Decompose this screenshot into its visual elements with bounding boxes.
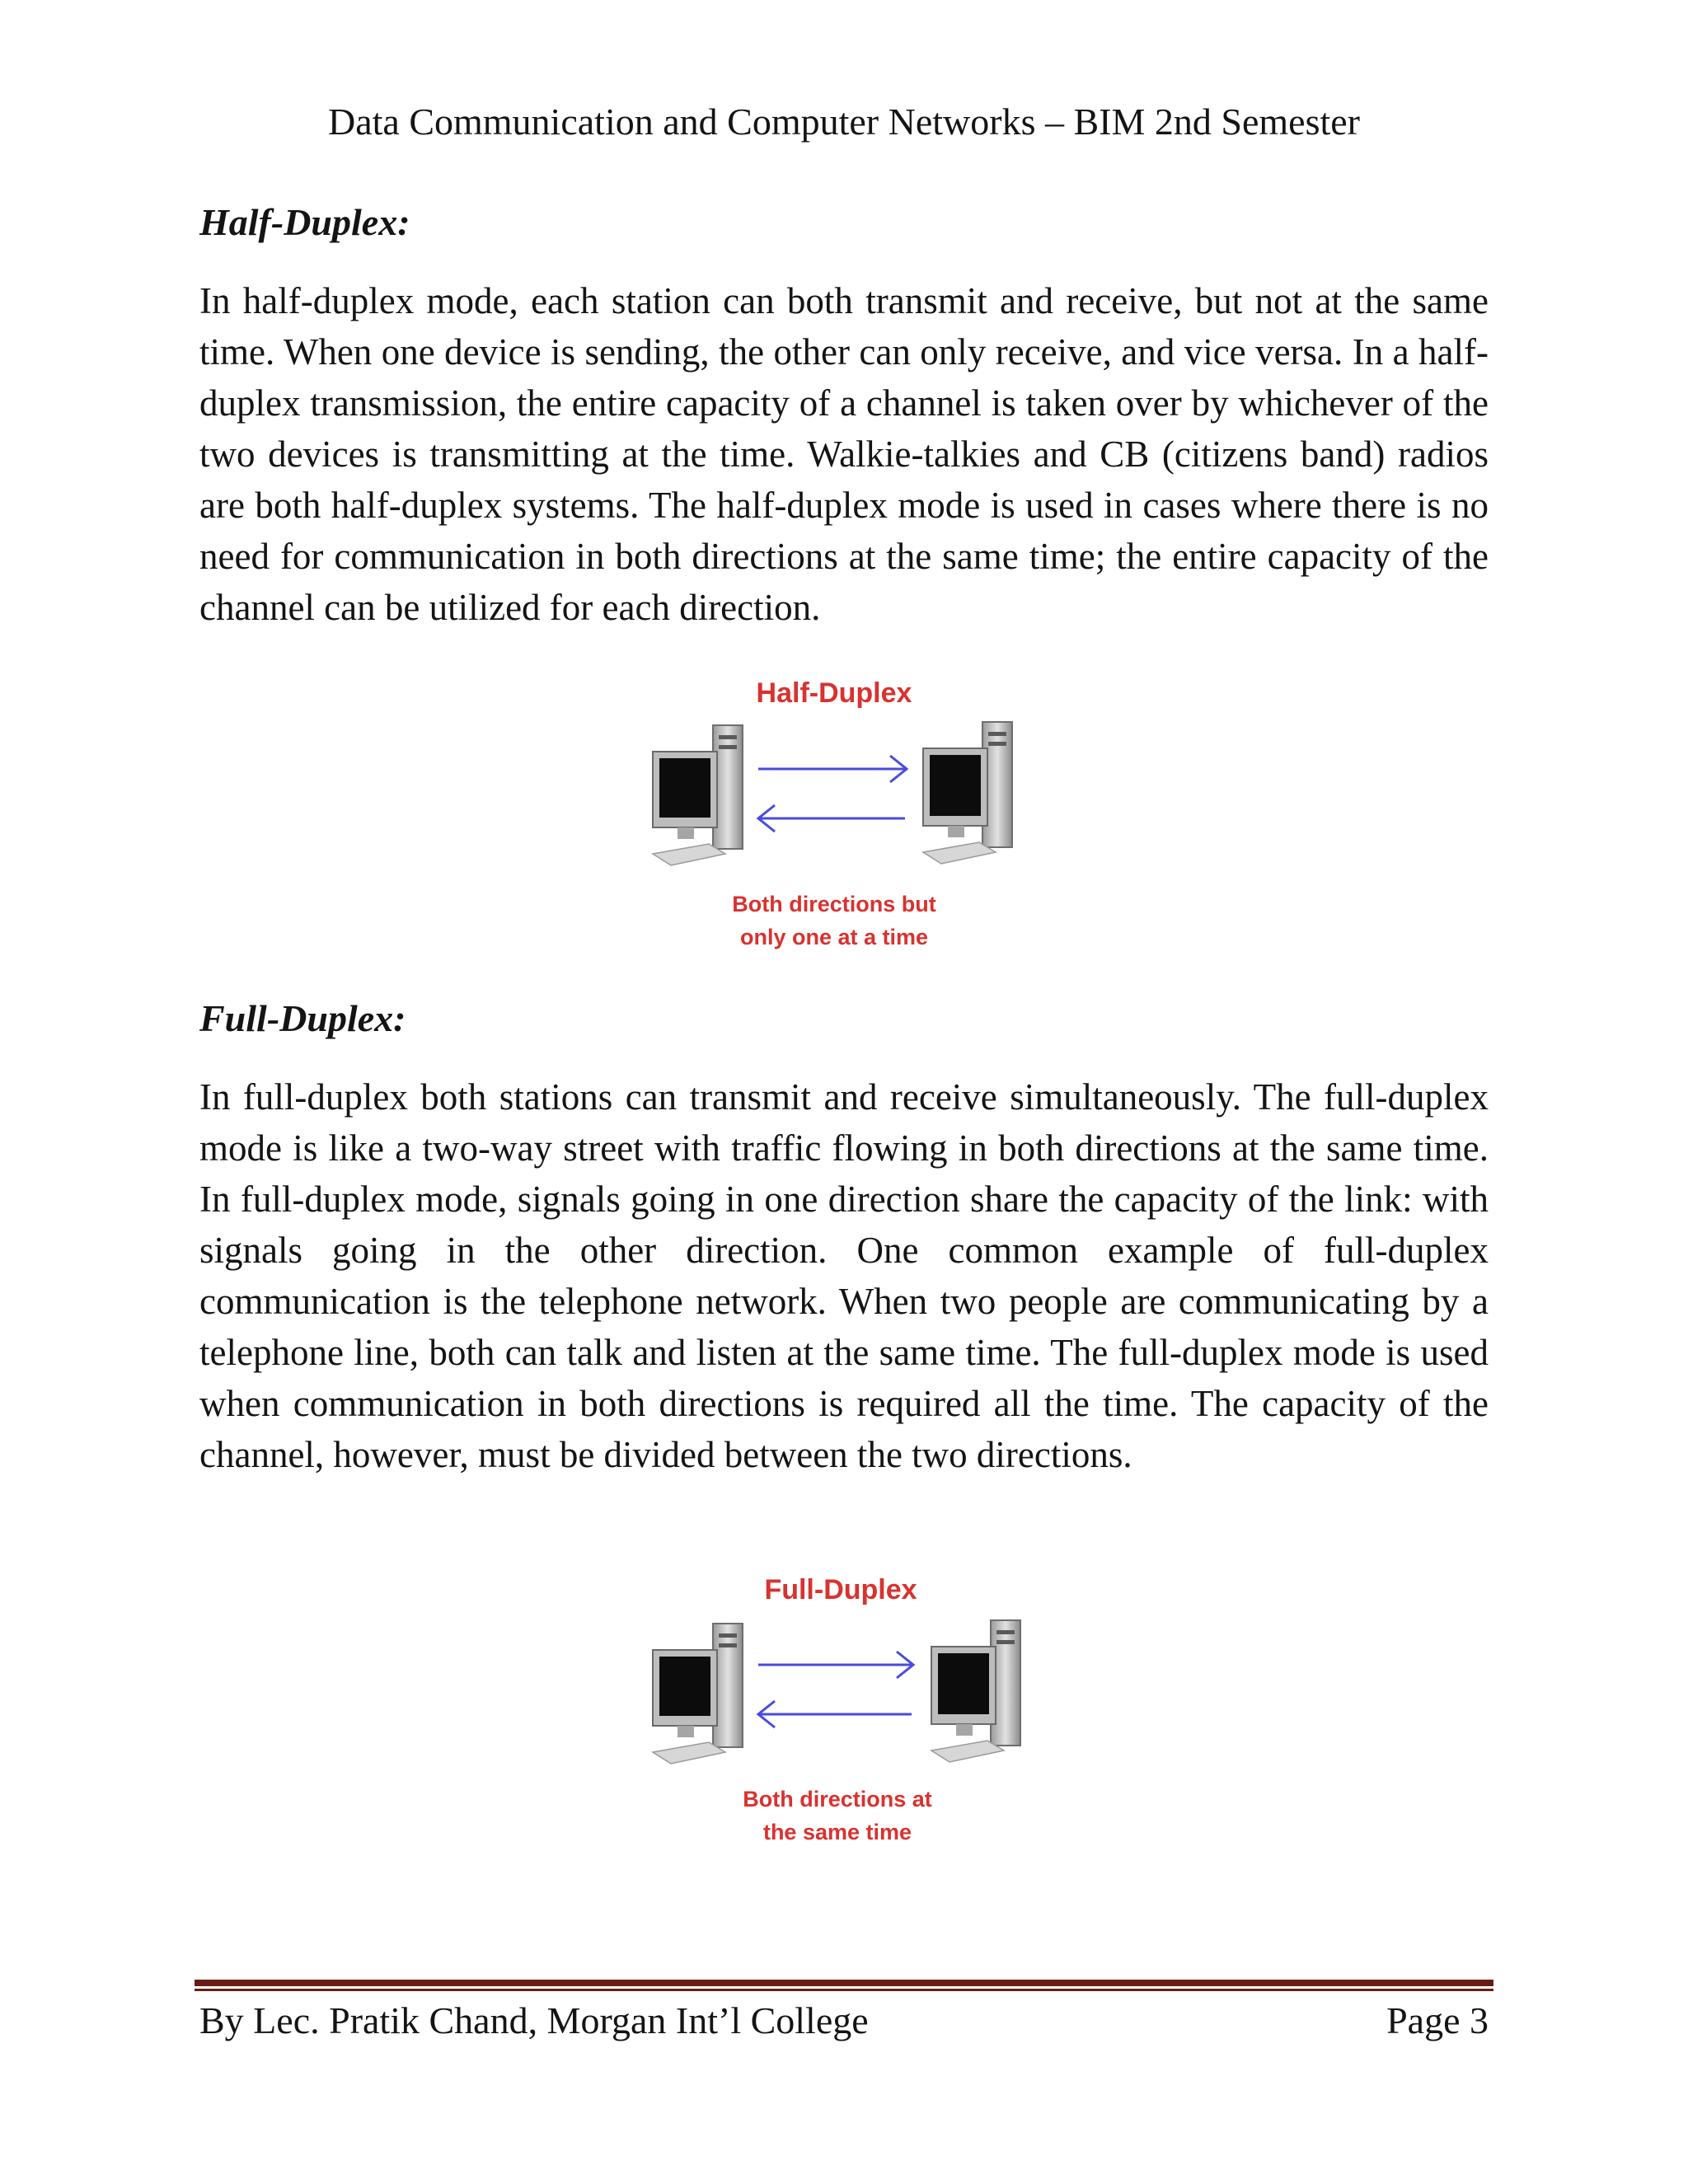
computer-icon	[931, 1620, 1020, 1762]
figure-full-duplex	[643, 1556, 1047, 1861]
footer-author: By Lec. Pratik Chand, Morgan Int’l College	[199, 1999, 869, 2041]
arrow-left-icon	[758, 1701, 912, 1727]
running-header: Data Communication and Computer Networks – BIM 2nd Semester	[327, 101, 1361, 143]
arrow-right-icon	[758, 1652, 913, 1678]
paragraph-half-duplex: In half-duplex mode, each station can both transmit and receive, but not at the same time. When one device is sending, the other can only receive, and vice versa. In a half-duplex transmission, the entire capacity of a channel is taken over by whichever of the two devices is transmitting at the time. Walkie-talkies and CB (citizens band) radios are both half-duplex systems. The half-duplex mode is used in cases where there is no need for communication in both directions at the same time; the entire capacity of the channel can be utilized for each direction.	[199, 280, 1489, 628]
figure-caption-line-2: the same time	[762, 1820, 912, 1844]
arrow-right-icon	[758, 756, 907, 782]
page-number: Page 3	[1386, 1999, 1489, 2041]
computer-icon	[653, 725, 743, 865]
footer-rule	[195, 1980, 1493, 1986]
computer-icon	[923, 722, 1012, 864]
footer-rule-thin	[195, 1989, 1493, 1991]
figure-half-duplex	[643, 659, 1039, 964]
section-heading-half-duplex: Half-Duplex:	[199, 201, 410, 243]
figure-title: Full-Duplex	[764, 1574, 917, 1605]
figure-caption-line-1: Both directions at	[743, 1787, 932, 1811]
figure-caption-line-1: Both directions but	[732, 892, 936, 916]
computer-icon	[653, 1624, 743, 1764]
figure-title: Half-Duplex	[756, 677, 912, 709]
arrow-left-icon	[758, 805, 905, 832]
figure-caption-line-2: only one at a time	[739, 925, 929, 949]
section-heading-full-duplex: Full-Duplex:	[199, 997, 406, 1039]
paragraph-full-duplex: In full-duplex both stations can transmit and receive simultaneously. The full-duplex mode is like a two-way street with traffic flowing in both directions at the same time. In full-duplex mode, signals going in one direction share the capacity of the link: with signals going in the other direction. One common example of full-duplex communication is the telephone network. When two people are communicating by a telephone line, both can talk and listen at the same time. The full-duplex mode is used when communication in both directions is required all the time. The capacity of the channel, however, must be divided between the two directions.	[199, 1076, 1489, 1475]
